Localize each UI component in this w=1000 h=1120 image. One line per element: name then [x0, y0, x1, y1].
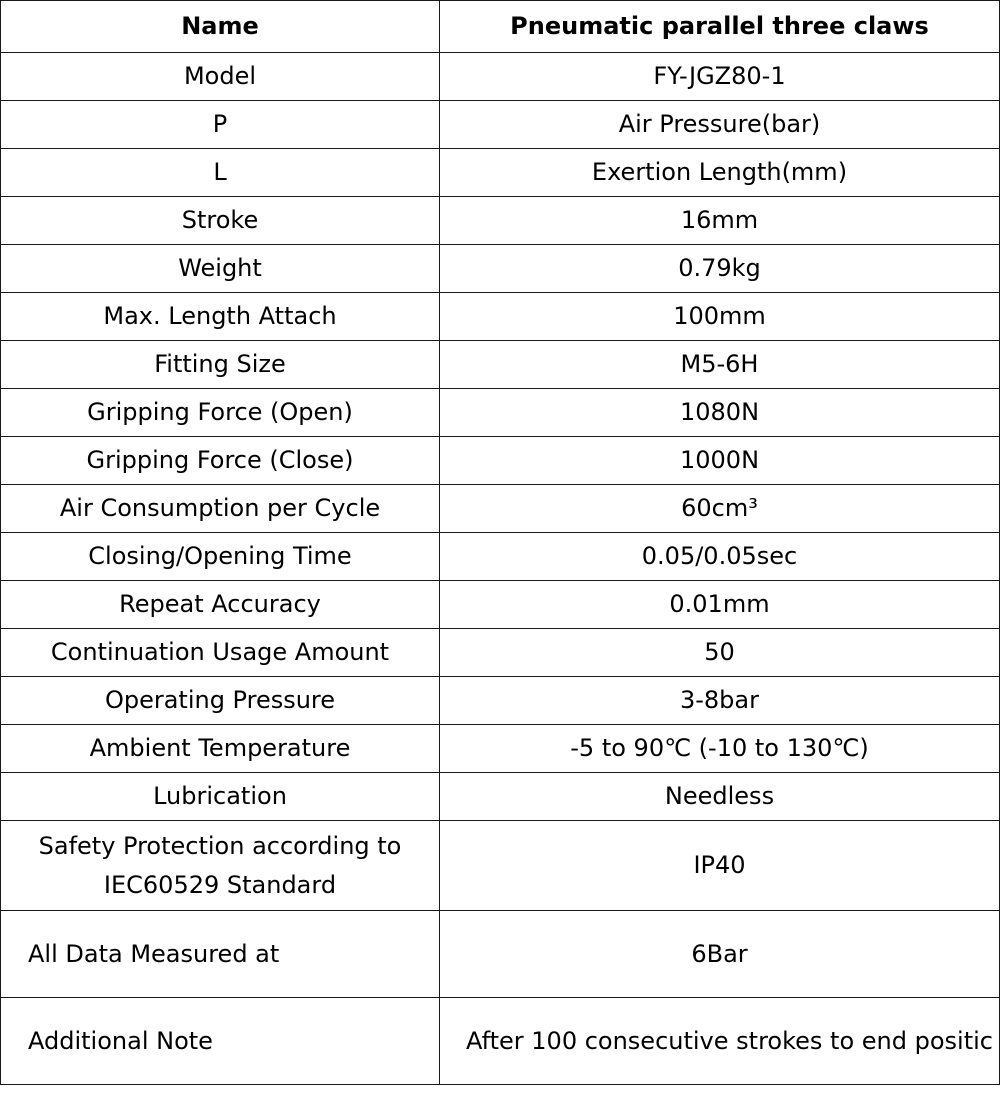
row-name-cell: Additional Note: [1, 998, 440, 1085]
row-value-cell: 0.79kg: [440, 245, 1000, 293]
table-row: [1, 998, 1000, 1085]
table-row: [1, 245, 1000, 293]
table-row: [1, 149, 1000, 197]
row-name-cell: All Data Measured at: [1, 911, 440, 998]
table-row: [1, 533, 1000, 581]
row-value-cell: 16mm: [440, 197, 1000, 245]
table-row: [1, 773, 1000, 821]
row-name-cell: P: [1, 101, 440, 149]
row-name-cell: L: [1, 149, 440, 197]
row-name-cell: Closing/Opening Time: [1, 533, 440, 581]
table-row: [1, 437, 1000, 485]
row-value-cell: 6Bar: [440, 911, 1000, 998]
row-value-cell: M5-6H: [440, 341, 1000, 389]
row-value-cell: After 100 consecutive strokes to end positic: [440, 998, 1000, 1085]
row-name-cell: Gripping Force (Open): [1, 389, 440, 437]
table-row: [1, 677, 1000, 725]
row-name-cell: Weight: [1, 245, 440, 293]
header-name-cell: Name: [1, 1, 440, 53]
row-value-cell: -5 to 90℃ (-10 to 130℃): [440, 725, 1000, 773]
table-row: [1, 197, 1000, 245]
row-value-cell: 3-8bar: [440, 677, 1000, 725]
row-name-cell: Operating Pressure: [1, 677, 440, 725]
row-value-cell: 1080N: [440, 389, 1000, 437]
table-header-row: [1, 1, 1000, 53]
table-row: [1, 293, 1000, 341]
row-value-cell: Needless: [440, 773, 1000, 821]
row-name-cell: Ambient Temperature: [1, 725, 440, 773]
row-value-cell: FY-JGZ80-1: [440, 53, 1000, 101]
row-value-cell: Exertion Length(mm): [440, 149, 1000, 197]
table-row: [1, 485, 1000, 533]
row-value-cell: 0.05/0.05sec: [440, 533, 1000, 581]
table-row: [1, 389, 1000, 437]
row-name-cell: Safety Protection according to IEC60529 Standard: [1, 821, 440, 911]
table-row: [1, 341, 1000, 389]
table-row: [1, 101, 1000, 149]
row-name-cell: Max. Length Attach: [1, 293, 440, 341]
row-value-cell: Air Pressure(bar): [440, 101, 1000, 149]
row-name-cell: Fitting Size: [1, 341, 440, 389]
table-row: [1, 821, 1000, 911]
row-value-cell: 0.01mm: [440, 581, 1000, 629]
table-row: [1, 581, 1000, 629]
row-value-cell: IP40: [440, 821, 1000, 911]
header-value-cell: Pneumatic parallel three claws: [440, 1, 1000, 53]
table-row: [1, 629, 1000, 677]
row-name-cell: Model: [1, 53, 440, 101]
row-name-cell: Gripping Force (Close): [1, 437, 440, 485]
row-value-cell: 1000N: [440, 437, 1000, 485]
row-name-cell: Stroke: [1, 197, 440, 245]
row-name-cell: Repeat Accuracy: [1, 581, 440, 629]
row-name-cell: Lubrication: [1, 773, 440, 821]
table-row: [1, 53, 1000, 101]
table-row: [1, 725, 1000, 773]
row-value-cell: 60cm³: [440, 485, 1000, 533]
row-value-cell: 50: [440, 629, 1000, 677]
row-value-cell: 100mm: [440, 293, 1000, 341]
row-name-cell: Continuation Usage Amount: [1, 629, 440, 677]
row-name-cell: Air Consumption per Cycle: [1, 485, 440, 533]
table-row: [1, 911, 1000, 998]
